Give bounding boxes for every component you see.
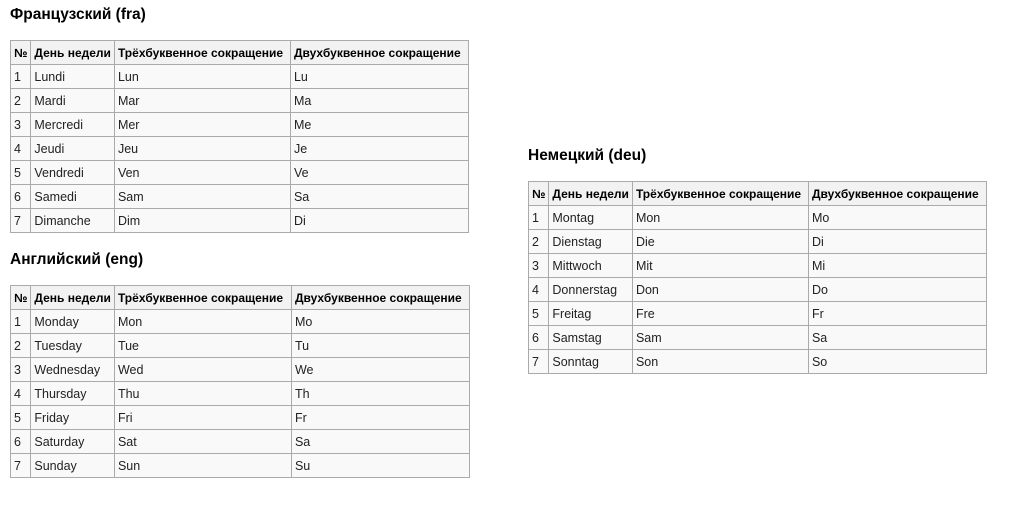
cell-day: Donnerstag — [549, 278, 633, 302]
section-english — [10, 250, 470, 478]
section-title-english: Английский (eng) — [10, 251, 144, 268]
table-row — [11, 209, 469, 233]
cell-two-letter: We — [291, 358, 469, 382]
cell-num: 2 — [529, 230, 549, 254]
cell-three-letter: Fri — [114, 406, 291, 430]
section-french — [10, 5, 469, 233]
cell-num: 2 — [11, 89, 31, 113]
table-row — [11, 161, 469, 185]
header-num: № — [529, 182, 549, 206]
table-row — [11, 454, 470, 478]
cell-day: Samedi — [31, 185, 115, 209]
cell-day: Dimanche — [31, 209, 115, 233]
cell-day: Mittwoch — [549, 254, 633, 278]
cell-num: 6 — [529, 326, 549, 350]
cell-num: 6 — [11, 185, 31, 209]
cell-three-letter: Mon — [632, 206, 808, 230]
cell-three-letter: Jeu — [114, 137, 290, 161]
cell-three-letter: Wed — [114, 358, 291, 382]
cell-two-letter: Me — [290, 113, 468, 137]
header-day: День недели — [549, 182, 633, 206]
section-title-german: Немецкий (deu) — [528, 147, 647, 164]
table-row — [11, 358, 470, 382]
cell-two-letter: Do — [808, 278, 986, 302]
cell-two-letter: Je — [290, 137, 468, 161]
table-row — [11, 382, 470, 406]
table-english — [10, 285, 470, 478]
cell-num: 4 — [529, 278, 549, 302]
cell-day: Samstag — [549, 326, 633, 350]
cell-num: 2 — [11, 334, 31, 358]
cell-two-letter: Ma — [290, 89, 468, 113]
cell-two-letter: Fr — [291, 406, 469, 430]
cell-two-letter: Di — [290, 209, 468, 233]
cell-three-letter: Ven — [114, 161, 290, 185]
table-row — [529, 254, 987, 278]
cell-three-letter: Mar — [114, 89, 290, 113]
cell-three-letter: Dim — [114, 209, 290, 233]
table-row — [11, 89, 469, 113]
cell-three-letter: Lun — [114, 65, 290, 89]
header-num: № — [11, 286, 31, 310]
table-row — [11, 430, 470, 454]
cell-num: 6 — [11, 430, 31, 454]
table-header-row — [11, 286, 470, 310]
header-day: День недели — [31, 41, 115, 65]
cell-day: Lundi — [31, 65, 115, 89]
cell-num: 7 — [11, 454, 31, 478]
cell-num: 5 — [529, 302, 549, 326]
cell-day: Sonntag — [549, 350, 633, 374]
cell-three-letter: Don — [632, 278, 808, 302]
cell-num: 4 — [11, 382, 31, 406]
cell-two-letter: Sa — [290, 185, 468, 209]
table-row — [11, 310, 470, 334]
cell-num: 3 — [529, 254, 549, 278]
cell-three-letter: Sam — [632, 326, 808, 350]
cell-num: 3 — [11, 113, 31, 137]
cell-three-letter: Mer — [114, 113, 290, 137]
cell-two-letter: Di — [808, 230, 986, 254]
table-german — [528, 181, 987, 374]
cell-three-letter: Fre — [632, 302, 808, 326]
table-row — [11, 65, 469, 89]
cell-three-letter: Sat — [114, 430, 291, 454]
cell-day: Jeudi — [31, 137, 115, 161]
cell-three-letter: Sam — [114, 185, 290, 209]
cell-day: Montag — [549, 206, 633, 230]
cell-day: Monday — [31, 310, 115, 334]
table-row — [11, 113, 469, 137]
table-body-english — [11, 310, 470, 478]
cell-two-letter: Lu — [290, 65, 468, 89]
cell-day: Vendredi — [31, 161, 115, 185]
cell-day: Sunday — [31, 454, 115, 478]
cell-three-letter: Son — [632, 350, 808, 374]
cell-two-letter: Mo — [291, 310, 469, 334]
cell-day: Dienstag — [549, 230, 633, 254]
section-german — [528, 146, 987, 374]
table-row — [11, 334, 470, 358]
cell-two-letter: Tu — [291, 334, 469, 358]
section-title-french: Французский (fra) — [10, 6, 146, 23]
cell-num: 4 — [11, 137, 31, 161]
header-day: День недели — [31, 286, 115, 310]
cell-num: 1 — [529, 206, 549, 230]
cell-two-letter: Ve — [290, 161, 468, 185]
cell-two-letter: Mi — [808, 254, 986, 278]
table-row — [529, 350, 987, 374]
header-num: № — [11, 41, 31, 65]
cell-three-letter: Thu — [114, 382, 291, 406]
cell-day: Wednesday — [31, 358, 115, 382]
cell-num: 5 — [11, 406, 31, 430]
table-row — [11, 137, 469, 161]
table-row — [11, 185, 469, 209]
cell-three-letter: Mon — [114, 310, 291, 334]
header-two-letter: Двухбуквенное сокращение — [808, 182, 986, 206]
cell-two-letter: So — [808, 350, 986, 374]
header-three-letter: Трёхбуквенное сокращение — [114, 286, 291, 310]
cell-two-letter: Sa — [808, 326, 986, 350]
cell-num: 3 — [11, 358, 31, 382]
cell-day: Freitag — [549, 302, 633, 326]
header-three-letter: Трёхбуквенное сокращение — [632, 182, 808, 206]
cell-num: 7 — [11, 209, 31, 233]
cell-day: Friday — [31, 406, 115, 430]
cell-num: 7 — [529, 350, 549, 374]
table-row — [529, 326, 987, 350]
table-french — [10, 40, 469, 233]
header-two-letter: Двухбуквенное сокращение — [290, 41, 468, 65]
cell-two-letter: Mo — [808, 206, 986, 230]
cell-two-letter: Fr — [808, 302, 986, 326]
cell-num: 1 — [11, 310, 31, 334]
table-row — [529, 302, 987, 326]
cell-two-letter: Sa — [291, 430, 469, 454]
cell-three-letter: Die — [632, 230, 808, 254]
table-row — [529, 230, 987, 254]
cell-num: 5 — [11, 161, 31, 185]
table-row — [529, 278, 987, 302]
cell-num: 1 — [11, 65, 31, 89]
table-row — [11, 406, 470, 430]
table-row — [529, 206, 987, 230]
cell-two-letter: Th — [291, 382, 469, 406]
header-three-letter: Трёхбуквенное сокращение — [114, 41, 290, 65]
table-body-french — [11, 65, 469, 233]
cell-day: Thursday — [31, 382, 115, 406]
cell-three-letter: Mit — [632, 254, 808, 278]
table-header-row — [11, 41, 469, 65]
table-header-row — [529, 182, 987, 206]
cell-day: Mardi — [31, 89, 115, 113]
cell-day: Saturday — [31, 430, 115, 454]
cell-three-letter: Tue — [114, 334, 291, 358]
cell-three-letter: Sun — [114, 454, 291, 478]
table-body-german — [529, 206, 987, 374]
header-two-letter: Двухбуквенное сокращение — [291, 286, 469, 310]
cell-day: Mercredi — [31, 113, 115, 137]
cell-two-letter: Su — [291, 454, 469, 478]
cell-day: Tuesday — [31, 334, 115, 358]
